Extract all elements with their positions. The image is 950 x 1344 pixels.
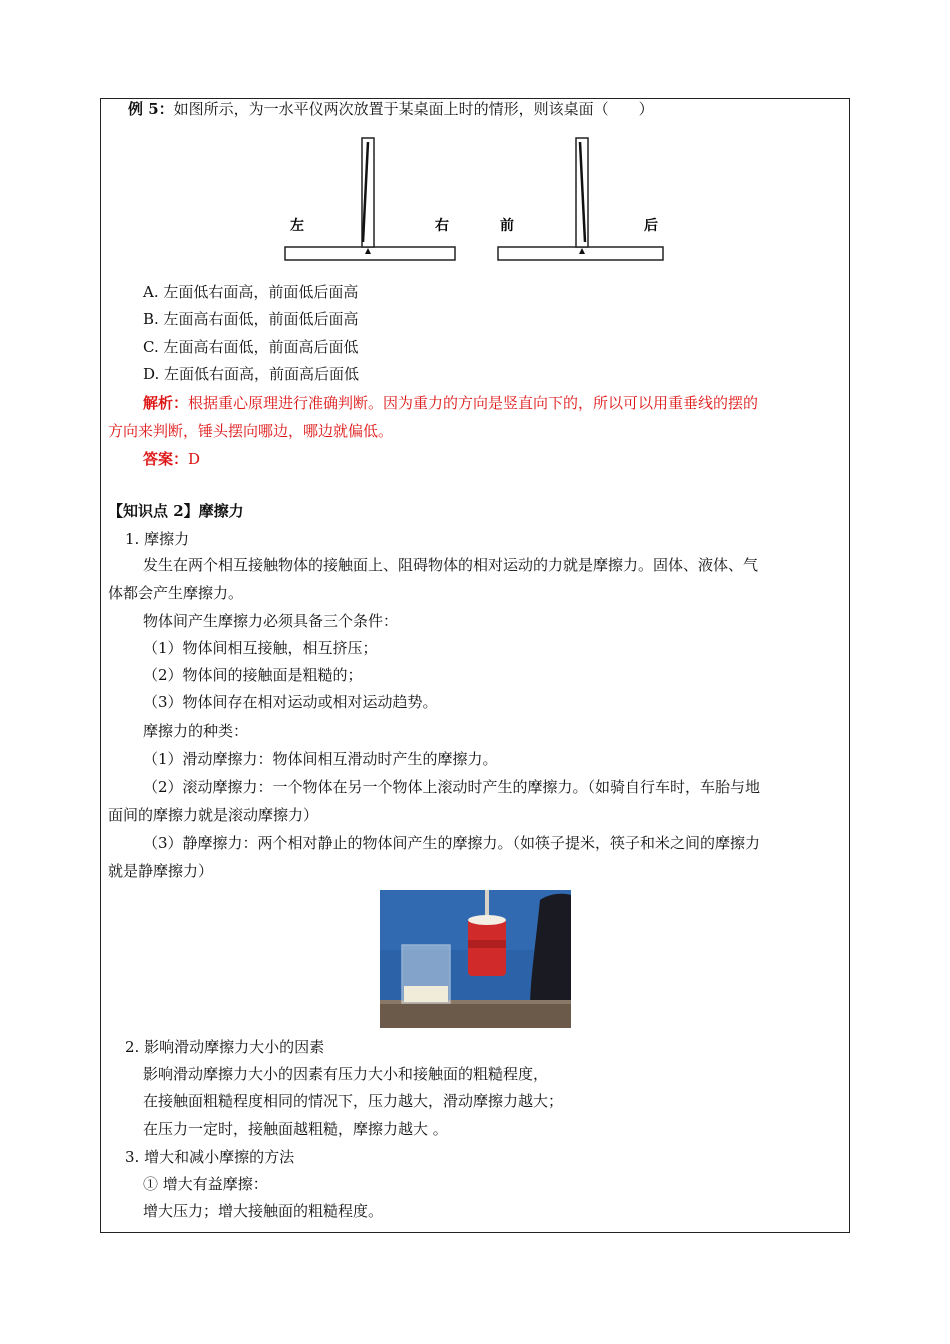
label-right: 右 [435, 218, 449, 234]
item1-para-line1: 发生在两个相互接触物体的接触面上、阻碍物体的相对运动的力就是摩擦力。固体、液体、气 [143, 556, 759, 574]
item2-line2: 在接触面粗糙程度相同的情况下，压力越大，滑动摩擦力越大； [143, 1092, 564, 1110]
item1-heading: 1. 摩擦力 [125, 530, 190, 548]
analysis-text-1: 根据重心原理进行准确判断。因为重力的方向是竖直向下的，所以可以用重垂线的摆的 [188, 394, 759, 412]
item3-sub1-text: 增大压力；增大接触面的粗糙程度。 [143, 1202, 384, 1220]
types-intro: 摩擦力的种类： [143, 722, 249, 740]
rice-in-beaker [404, 986, 448, 1002]
answer-value: D [188, 450, 201, 468]
rice-experiment-photo [380, 890, 571, 1028]
item2-line1: 影响滑动摩擦力大小的因素有压力大小和接触面的粗糙程度， [143, 1065, 549, 1083]
item1-para-line2: 体都会产生摩擦力。 [108, 584, 244, 602]
analysis-line2: 方向来判断，锤头摆向哪边，哪边就偏低。 [108, 422, 394, 440]
analysis-line1 [143, 393, 758, 413]
type-2-line1: （2）滚动摩擦力：一个物体在另一个物体上滚动时产生的摩擦力。（如骑自行车时，车胎与地 [143, 778, 761, 796]
label-back: 后 [644, 218, 658, 234]
type-3-line2: 就是静摩擦力） [108, 862, 214, 880]
table-surface [380, 1000, 571, 1028]
item2-heading: 2. 影响滑动摩擦力大小的因素 [125, 1038, 325, 1056]
example-question [128, 99, 654, 119]
item2-line3: 在压力一定时，接触面越粗糙，摩擦力越大 。 [143, 1120, 448, 1138]
condition-1: （1）物体间相互接触，相互挤压； [143, 639, 378, 657]
answer-label: 答案： [143, 450, 189, 468]
option-c: C. 左面高右面低，前面高后面低 [143, 338, 359, 356]
type-1: （1）滑动摩擦力：物体间相互滑动时产生的摩擦力。 [143, 750, 498, 768]
condition-2: （2）物体间的接触面是粗糙的； [143, 666, 363, 684]
option-a: A. 左面低右面高，前面低后面高 [143, 283, 359, 301]
analysis-label: 解析： [143, 394, 189, 412]
level-figure [280, 130, 670, 265]
type-3-line1: （3）静摩擦力：两个相对静止的物体间产生的摩擦力。（如筷子提米，筷子和米之间的摩擦力 [143, 834, 761, 852]
example-text: 如图所示，为一水平仪两次放置于某桌面上时的情形，则该桌面（ ） [173, 100, 654, 118]
conditions-intro: 物体间产生摩擦力必须具备三个条件： [143, 612, 399, 630]
type-2-line2: 面间的摩擦力就是滚动摩擦力） [108, 806, 319, 824]
label-left: 左 [290, 218, 304, 234]
answer [143, 449, 200, 469]
section-title: 【知识点 2】摩擦力 [108, 502, 244, 520]
item3-sub1: ① 增大有益摩擦： [143, 1175, 268, 1193]
condition-3: （3）物体间存在相对运动或相对运动趋势。 [143, 693, 438, 711]
label-front: 前 [500, 218, 514, 234]
option-b: B. 左面高右面低，前面低后面高 [143, 310, 359, 328]
example-label: 例 5： [128, 100, 174, 118]
item3-heading: 3. 增大和减小摩擦的方法 [125, 1148, 295, 1166]
option-d: D. 左面低右面高，前面高后面低 [143, 365, 360, 383]
